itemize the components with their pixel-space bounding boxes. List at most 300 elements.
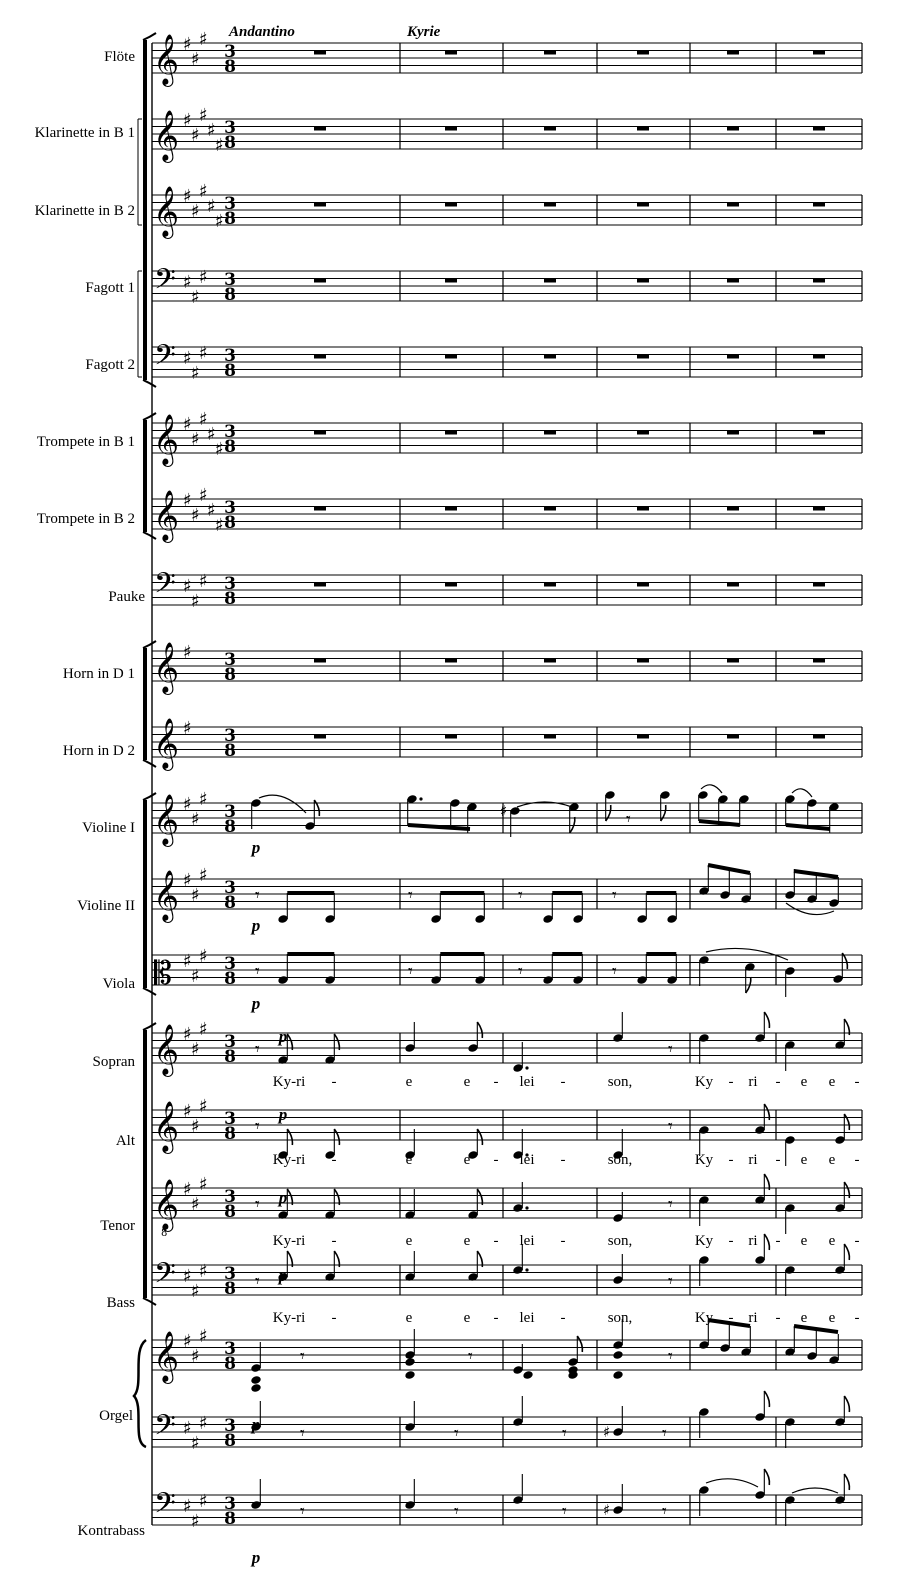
sharp-icon: ♯ — [199, 1019, 208, 1040]
eighth-rest: 𝄾 — [626, 809, 631, 830]
whole-rest — [813, 583, 825, 587]
sharp-icon: ♯ — [183, 951, 192, 972]
dynamic-alt: p — [278, 1105, 288, 1124]
eighth-rest: 𝄾 — [454, 1501, 459, 1522]
lyric-syllable: son, — [607, 1233, 633, 1249]
flag — [764, 1234, 769, 1250]
whole-rest — [445, 507, 457, 511]
lyric-syllable: Ky — [694, 1233, 714, 1249]
lyric-syllable: - — [560, 1152, 566, 1168]
time-signature-numerator: 3 — [224, 270, 236, 290]
label-viola: Viola — [102, 976, 135, 992]
treble-clef-icon: 𝄞 — [153, 186, 180, 237]
sharp-icon: ♯ — [207, 120, 216, 141]
lyric-syllable: Ky-ri — [272, 1310, 306, 1326]
sharp-icon: ♯ — [191, 591, 200, 612]
lyric-syllable: e — [828, 1233, 836, 1249]
label-orgel: Orgel — [99, 1408, 133, 1424]
whole-rest — [813, 507, 825, 511]
section-title: Kyrie — [407, 24, 441, 40]
bass-clef-icon: 𝄢 — [154, 1409, 176, 1449]
time-signature-denominator: 8 — [224, 1202, 236, 1222]
sharp-icon: ♯ — [191, 1039, 200, 1060]
time-signature-numerator: 3 — [224, 194, 236, 214]
flag — [477, 1129, 482, 1145]
dot — [525, 1206, 528, 1209]
whole-rest — [637, 127, 649, 131]
eighth-rest: 𝄾 — [668, 1271, 673, 1292]
sharp-icon: ♯ — [183, 1496, 192, 1517]
time-signature-numerator: 3 — [224, 650, 236, 670]
dynamic-violine-2: p — [251, 916, 261, 935]
sharp-icon: ♯ — [191, 125, 200, 146]
eighth-rest: 𝄾 — [408, 885, 413, 906]
whole-rest — [727, 279, 739, 283]
sharp-icon: ♯ — [191, 201, 200, 222]
eighth-rest: 𝄾 — [612, 885, 617, 906]
whole-rest — [544, 735, 556, 739]
tempo-marking: Andantino — [229, 24, 295, 40]
lyric-syllable: e — [463, 1310, 471, 1326]
lyric-syllable: - — [854, 1152, 860, 1168]
label-bass: Bass — [106, 1295, 135, 1311]
slur — [792, 1488, 838, 1493]
time-signature-denominator: 8 — [224, 1354, 236, 1374]
flag — [764, 1469, 769, 1485]
whole-rest — [637, 735, 649, 739]
time-signature-denominator: 8 — [224, 969, 236, 989]
whole-rest — [727, 583, 739, 587]
lyric-syllable: e — [463, 1152, 471, 1168]
whole-rest — [445, 51, 457, 55]
time-signature-denominator: 8 — [224, 285, 236, 305]
dynamic-viola: p — [251, 994, 261, 1013]
whole-rest — [445, 355, 457, 359]
time-signature-numerator: 3 — [224, 1187, 236, 1207]
eighth-rest: 𝄾 — [668, 1194, 673, 1215]
bass-clef-icon: 𝄢 — [154, 1487, 176, 1527]
sharp-icon: ♯ — [199, 1326, 208, 1347]
whole-rest — [314, 735, 326, 739]
beam — [699, 821, 740, 825]
treble-clef-icon: 𝄞 — [153, 794, 180, 845]
flag — [844, 1396, 849, 1412]
eighth-rest: 𝄾 — [562, 1501, 567, 1522]
dynamic-orgel: p — [251, 1415, 261, 1434]
time-signature-denominator: 8 — [224, 513, 236, 533]
sharp-icon: ♯ — [199, 485, 208, 506]
sharp-icon: ♯ — [191, 49, 200, 70]
sharp-icon: ♯ — [191, 1281, 200, 1302]
octave-mark: 8 — [161, 1228, 168, 1239]
notehead — [250, 1383, 261, 1393]
sharp-icon: ♯ — [183, 348, 192, 369]
sharp-icon: ♯ — [199, 1261, 208, 1282]
flag — [577, 1336, 582, 1352]
flag — [606, 805, 611, 821]
whole-rest — [813, 51, 825, 55]
time-signature-denominator: 8 — [224, 817, 236, 837]
eighth-rest: 𝄾 — [668, 1346, 673, 1367]
treble-clef-icon: 𝄞 — [153, 490, 180, 541]
sharp-icon: ♯ — [207, 424, 216, 445]
whole-rest — [813, 279, 825, 283]
lyric-syllable: Ky — [694, 1152, 714, 1168]
lyric-syllable: ri — [748, 1152, 758, 1168]
lyric-syllable: - — [854, 1310, 860, 1326]
treble-clef-icon: 𝄞 — [153, 718, 180, 769]
sharp-icon: ♯ — [199, 865, 208, 886]
eighth-rest: 𝄾 — [668, 1039, 673, 1060]
eighth-rest: 𝄾 — [300, 1423, 305, 1444]
lyric-syllable: e — [405, 1152, 413, 1168]
flag — [661, 805, 666, 821]
sharp-icon: ♯ — [191, 287, 200, 308]
bracket-trumpets — [143, 420, 147, 532]
lyric-syllable: Ky-ri — [272, 1074, 306, 1090]
whole-rest — [314, 659, 326, 663]
whole-rest — [727, 507, 739, 511]
time-signature-numerator: 3 — [224, 1416, 236, 1436]
sharp-icon: ♯ — [191, 429, 200, 450]
whole-rest — [314, 203, 326, 207]
accidental-sharp-icon: ♯ — [603, 1501, 611, 1519]
whole-rest — [314, 431, 326, 435]
sharp-icon: ♯ — [207, 196, 216, 217]
whole-rest — [445, 279, 457, 283]
whole-rest — [727, 659, 739, 663]
whole-rest — [544, 659, 556, 663]
lyric-syllable: - — [331, 1152, 337, 1168]
lyric-syllable: Ky-ri — [272, 1233, 306, 1249]
time-signature-numerator: 3 — [224, 1264, 236, 1284]
flag — [764, 1391, 769, 1407]
sharp-icon: ♯ — [183, 1179, 192, 1200]
label-alt: Alt — [115, 1133, 135, 1149]
lyric-syllable: ri — [748, 1310, 758, 1326]
time-signature-numerator: 3 — [224, 802, 236, 822]
label-klarinette-2: Klarinette in B 2 — [34, 203, 135, 219]
sharp-icon: ♯ — [207, 500, 216, 521]
lyric-syllable: - — [775, 1310, 781, 1326]
sharp-icon: ♯ — [183, 1266, 192, 1287]
time-signature-denominator: 8 — [224, 893, 236, 913]
sharp-icon: ♯ — [183, 490, 192, 511]
whole-rest — [544, 355, 556, 359]
lyric-syllable: - — [493, 1233, 499, 1249]
sharp-icon: ♯ — [183, 794, 192, 815]
whole-rest — [445, 431, 457, 435]
dot — [525, 1066, 528, 1069]
label-kontrabass: Kontrabass — [77, 1523, 145, 1539]
label-fagott-1: Fagott 1 — [85, 280, 135, 296]
whole-rest — [637, 355, 649, 359]
whole-rest — [637, 279, 649, 283]
lyric-syllable: e — [828, 1310, 836, 1326]
sharp-icon: ♯ — [191, 1511, 200, 1532]
dot — [419, 797, 422, 800]
notehead — [404, 1370, 415, 1380]
eighth-rest: 𝄾 — [612, 961, 617, 982]
eighth-rest: 𝄾 — [408, 961, 413, 982]
time-signature-numerator: 3 — [224, 1494, 236, 1514]
time-signature-numerator: 3 — [224, 878, 236, 898]
alto-clef-icon: 𝄡 — [154, 954, 172, 992]
sharp-icon: ♯ — [215, 515, 224, 536]
lyric-syllable: e — [800, 1233, 808, 1249]
whole-rest — [314, 507, 326, 511]
lyric-syllable: lei — [519, 1310, 535, 1326]
bass-clef-icon: 𝄢 — [154, 1257, 176, 1297]
flag — [844, 1244, 849, 1260]
treble-clef-icon: 𝄞 — [153, 34, 180, 85]
time-signature-denominator: 8 — [224, 1431, 236, 1451]
whole-rest — [727, 735, 739, 739]
treble-clef-icon: 𝄞 — [153, 642, 180, 693]
time-signature-denominator: 8 — [224, 437, 236, 457]
sharp-icon: ♯ — [199, 181, 208, 202]
eighth-rest: 𝄾 — [662, 1501, 667, 1522]
whole-rest — [314, 355, 326, 359]
lyric-syllable: - — [775, 1152, 781, 1168]
time-signature-denominator: 8 — [224, 133, 236, 153]
eighth-rest: 𝄾 — [562, 1423, 567, 1444]
time-signature-denominator: 8 — [224, 361, 236, 381]
bracket-voices-cap-bottom — [143, 1298, 156, 1305]
lyric-syllable: - — [560, 1310, 566, 1326]
lyric-syllable: lei — [519, 1074, 535, 1090]
lyric-syllable: Ky — [694, 1074, 714, 1090]
lyric-syllable: - — [493, 1074, 499, 1090]
lyric-syllable: - — [493, 1310, 499, 1326]
slur — [792, 789, 812, 797]
sharp-icon: ♯ — [183, 1418, 192, 1439]
treble-clef-icon: 𝄞 — [153, 110, 180, 161]
treble-clef-icon: 𝄞 — [153, 870, 180, 921]
whole-rest — [637, 51, 649, 55]
sharp-icon: ♯ — [191, 1433, 200, 1454]
sharp-icon: ♯ — [191, 966, 200, 987]
whole-rest — [445, 583, 457, 587]
time-signature-denominator: 8 — [224, 209, 236, 229]
time-signature-denominator: 8 — [224, 1124, 236, 1144]
lyric-syllable: ri — [748, 1074, 758, 1090]
sharp-icon: ♯ — [199, 1096, 208, 1117]
sharp-icon: ♯ — [191, 885, 200, 906]
time-signature-numerator: 3 — [224, 1109, 236, 1129]
treble-clef-icon: 𝄞 — [153, 1024, 180, 1075]
flag — [844, 1114, 849, 1130]
lyric-syllable: lei — [519, 1152, 535, 1168]
whole-rest — [727, 355, 739, 359]
organ-brace — [134, 1340, 146, 1447]
lyric-syllable: e — [828, 1074, 836, 1090]
time-signature-numerator: 3 — [224, 422, 236, 442]
lyric-syllable: - — [854, 1074, 860, 1090]
lyric-syllable: e — [800, 1152, 808, 1168]
eighth-rest: 𝄾 — [255, 1039, 260, 1060]
sharp-icon: ♯ — [183, 272, 192, 293]
sharp-icon: ♯ — [199, 1413, 208, 1434]
bracket-strings — [143, 800, 147, 988]
whole-rest — [445, 127, 457, 131]
flag — [314, 800, 319, 816]
sharp-icon: ♯ — [191, 1346, 200, 1367]
sharp-icon: ♯ — [215, 135, 224, 156]
whole-rest — [637, 431, 649, 435]
sharp-icon: ♯ — [183, 110, 192, 131]
whole-rest — [727, 51, 739, 55]
sharp-icon: ♯ — [191, 1116, 200, 1137]
notehead — [522, 1370, 533, 1380]
lyric-syllable: - — [775, 1074, 781, 1090]
sharp-icon: ♯ — [199, 267, 208, 288]
treble-clef-icon: 𝄞 — [153, 1101, 180, 1152]
sharp-icon: ♯ — [191, 505, 200, 526]
dynamic-bass: p — [278, 1266, 288, 1285]
sharp-icon: ♯ — [199, 29, 208, 50]
whole-rest — [544, 279, 556, 283]
time-signature-denominator: 8 — [224, 1047, 236, 1067]
whole-rest — [314, 127, 326, 131]
whole-rest — [813, 735, 825, 739]
whole-rest — [314, 279, 326, 283]
sharp-icon: ♯ — [183, 1024, 192, 1045]
lyric-syllable: e — [463, 1233, 471, 1249]
accidental-sharp-icon: ♯ — [603, 1423, 611, 1441]
whole-rest — [637, 659, 649, 663]
bracket-woodwinds-cap-bottom — [143, 380, 156, 387]
label-klarinette-1: Klarinette in B 1 — [34, 125, 135, 141]
time-signature-denominator: 8 — [224, 57, 236, 77]
whole-rest — [813, 659, 825, 663]
time-signature-denominator: 8 — [224, 665, 236, 685]
lyric-syllable: e — [405, 1310, 413, 1326]
eighth-rest: 𝄾 — [255, 1194, 260, 1215]
bass-clef-icon: 𝄢 — [154, 263, 176, 303]
notehead — [612, 1370, 623, 1380]
label-trompete-2: Trompete in B 2 — [36, 511, 135, 527]
dynamic-kontrabass: p — [251, 1548, 261, 1567]
dot — [525, 1268, 528, 1271]
dynamic-violine-1: p — [251, 838, 261, 857]
time-signature-numerator: 3 — [224, 1032, 236, 1052]
lyric-syllable: Ky — [694, 1310, 714, 1326]
sharp-icon: ♯ — [215, 211, 224, 232]
whole-rest — [544, 431, 556, 435]
whole-rest — [727, 203, 739, 207]
sharp-icon: ♯ — [199, 1174, 208, 1195]
whole-rest — [637, 203, 649, 207]
notehead — [250, 1375, 261, 1385]
flag — [334, 1129, 339, 1145]
sharp-icon: ♯ — [191, 1194, 200, 1215]
sharp-icon: ♯ — [215, 439, 224, 460]
lyric-syllable: ri — [748, 1233, 758, 1249]
whole-rest — [813, 431, 825, 435]
label-sopran: Sopran — [92, 1054, 135, 1070]
flag — [764, 1012, 769, 1028]
accidental-sharp-icon: ♯ — [500, 802, 508, 820]
time-signature-denominator: 8 — [224, 589, 236, 609]
lyric-syllable: - — [728, 1233, 734, 1249]
time-signature-numerator: 3 — [224, 574, 236, 594]
label-floete: Flöte — [104, 49, 135, 65]
lyric-syllable: - — [331, 1233, 337, 1249]
sharp-icon: ♯ — [183, 718, 192, 739]
lyric-syllable: - — [560, 1074, 566, 1090]
whole-rest — [544, 51, 556, 55]
flag — [477, 1022, 482, 1038]
lyric-syllable: e — [828, 1152, 836, 1168]
time-signature-numerator: 3 — [224, 1339, 236, 1359]
label-tenor: Tenor — [100, 1218, 135, 1234]
flag — [287, 1129, 292, 1145]
eighth-rest: 𝄾 — [662, 1423, 667, 1444]
lyric-syllable: - — [331, 1310, 337, 1326]
eighth-rest: 𝄾 — [468, 1346, 473, 1367]
sharp-icon: ♯ — [199, 105, 208, 126]
lyric-syllable: - — [728, 1074, 734, 1090]
whole-rest — [727, 127, 739, 131]
lyric-syllable: e — [800, 1310, 808, 1326]
notehead — [404, 1357, 415, 1367]
bracket-horns — [143, 648, 147, 760]
lyric-syllable: son, — [607, 1152, 633, 1168]
label-trompete-1: Trompete in B 1 — [36, 434, 135, 450]
sharp-icon: ♯ — [183, 186, 192, 207]
whole-rest — [445, 735, 457, 739]
whole-rest — [637, 507, 649, 511]
sharp-icon: ♯ — [199, 946, 208, 967]
bracket-voices — [143, 1030, 147, 1298]
label-violine-2: Violine II — [77, 898, 135, 914]
flag — [844, 1474, 849, 1490]
treble-clef-icon: 𝄞 — [153, 414, 180, 465]
bass-clef-icon: 𝄢 — [154, 339, 176, 379]
label-pauke: Pauke — [108, 589, 145, 605]
sharp-icon: ♯ — [199, 409, 208, 430]
lyric-syllable: - — [854, 1233, 860, 1249]
lyric-syllable: son, — [607, 1310, 633, 1326]
label-violine-1: Violine I — [82, 820, 135, 836]
notehead — [612, 1350, 623, 1360]
whole-rest — [544, 127, 556, 131]
lyric-syllable: - — [728, 1310, 734, 1326]
sharp-icon: ♯ — [183, 576, 192, 597]
treble-clef-icon: 𝄞 — [153, 1331, 180, 1382]
lyric-syllable: e — [405, 1233, 413, 1249]
lyric-syllable: - — [331, 1074, 337, 1090]
sharp-icon: ♯ — [183, 870, 192, 891]
eighth-rest: 𝄾 — [300, 1501, 305, 1522]
lyric-syllable: e — [463, 1074, 471, 1090]
time-signature-denominator: 8 — [224, 741, 236, 761]
label-fagott-2: Fagott 2 — [85, 357, 135, 373]
time-signature-numerator: 3 — [224, 118, 236, 138]
time-signature-denominator: 8 — [224, 1509, 236, 1529]
lyric-syllable: - — [560, 1233, 566, 1249]
time-signature-numerator: 3 — [224, 498, 236, 518]
sharp-icon: ♯ — [199, 343, 208, 364]
treble-clef-icon: 𝄞 — [153, 1179, 180, 1230]
sharp-icon: ♯ — [199, 789, 208, 810]
whole-rest — [544, 583, 556, 587]
eighth-rest: 𝄾 — [518, 961, 523, 982]
lyric-syllable: - — [775, 1233, 781, 1249]
time-signature-numerator: 3 — [224, 346, 236, 366]
whole-rest — [637, 583, 649, 587]
